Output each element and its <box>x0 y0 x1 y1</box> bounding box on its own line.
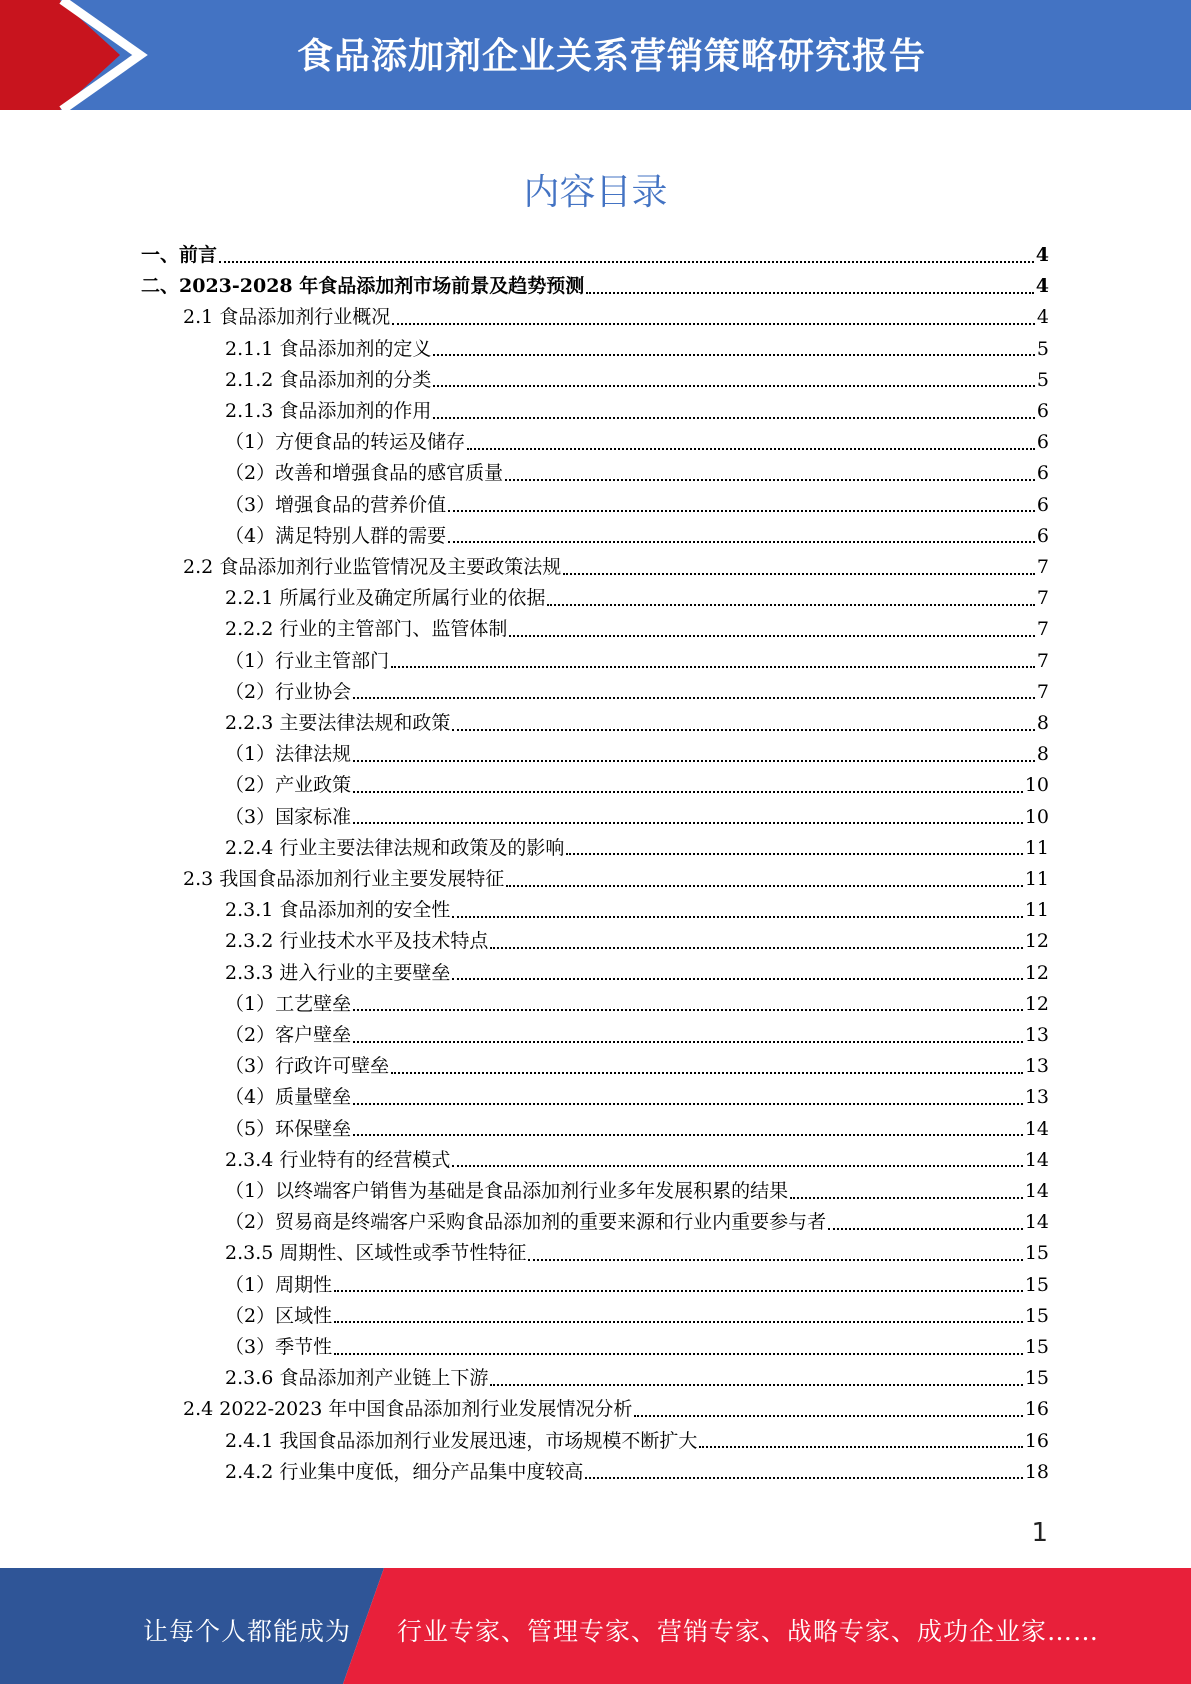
toc-leader-dots <box>219 261 1034 263</box>
toc-leader-dots <box>505 479 1035 481</box>
toc-entry-title: （2）行业协会 <box>225 680 352 703</box>
toc-entry[interactable] <box>141 271 1049 302</box>
toc-entry-title: 2.2 食品添加剂行业监管情况及主要政策法规 <box>183 556 562 578</box>
toc-leader-dots <box>828 1228 1023 1230</box>
toc-entry-page: 11 <box>1024 836 1049 859</box>
footer-slogan-left: 让每个人都能成为 <box>143 1617 352 1646</box>
toc-leader-dots <box>634 1415 1022 1417</box>
toc-entry[interactable] <box>225 958 1049 989</box>
toc-entry-page: 6 <box>1036 462 1049 485</box>
toc-entry-page: 13 <box>1024 1024 1049 1046</box>
toc-entry-page: 10 <box>1024 774 1049 797</box>
toc-entry-title: 2.1 食品添加剂行业概况 <box>183 306 391 329</box>
toc-entry-title: （2）区域性 <box>225 1304 333 1327</box>
toc-entry-page: 5 <box>1036 368 1049 391</box>
toc-leader-dots <box>467 448 1035 450</box>
toc-entry-page: 8 <box>1036 712 1049 734</box>
toc-entry[interactable] <box>225 583 1049 614</box>
toc-entry-title: 2.1.2 食品添加剂的分类 <box>225 368 432 391</box>
toc-leader-dots <box>353 1009 1023 1011</box>
toc-entry[interactable] <box>225 895 1049 926</box>
toc-entry-page: 7 <box>1036 618 1049 641</box>
toc-leader-dots <box>433 385 1035 387</box>
toc-entry[interactable] <box>225 770 1049 801</box>
toc-entry-page: 6 <box>1036 400 1049 422</box>
toc-leader-dots <box>490 1384 1022 1386</box>
toc-entry-title: （3）行政许可壁垒 <box>225 1055 390 1078</box>
toc-entry-page: 16 <box>1024 1429 1049 1452</box>
toc-entry[interactable] <box>225 521 1049 552</box>
toc-entry-page: 13 <box>1024 1055 1049 1078</box>
toc-entry-page: 8 <box>1036 743 1049 766</box>
toc-leader-dots <box>353 697 1035 699</box>
toc-entry-page: 6 <box>1036 493 1049 516</box>
toc-heading: 内容目录 <box>523 172 668 213</box>
toc-entry[interactable] <box>225 1020 1049 1051</box>
toc-leader-dots <box>490 947 1022 949</box>
toc-entry[interactable] <box>225 427 1049 458</box>
toc-leader-dots <box>547 604 1035 606</box>
toc-entry[interactable] <box>225 458 1049 489</box>
page-number: 1 <box>1031 1518 1048 1548</box>
toc-leader-dots <box>790 1197 1023 1199</box>
toc-entry[interactable] <box>225 1051 1049 1082</box>
toc-entry[interactable] <box>225 1426 1049 1457</box>
toc-leader-dots <box>391 666 1035 668</box>
toc-entry-page: 11 <box>1024 868 1049 890</box>
toc-entry[interactable] <box>183 552 1049 583</box>
toc-entry[interactable] <box>225 365 1049 396</box>
toc-entry-title: 2.3.2 行业技术水平及技术特点 <box>225 930 489 953</box>
toc-entry-page: 10 <box>1024 805 1049 828</box>
toc-entry-page: 12 <box>1024 992 1049 1015</box>
toc-entry[interactable] <box>225 1207 1049 1238</box>
toc-entry[interactable] <box>225 989 1049 1020</box>
toc-entry-title: 一、前言 <box>141 244 218 266</box>
toc-leader-dots <box>353 1103 1023 1105</box>
toc-leader-dots <box>353 1041 1023 1043</box>
toc-leader-dots <box>448 510 1035 512</box>
toc-entry[interactable] <box>225 1238 1049 1269</box>
toc-entry-page: 11 <box>1024 899 1049 922</box>
toc-leader-dots <box>563 573 1035 575</box>
toc-entry-title: 2.2.2 行业的主管部门、监管体制 <box>225 618 508 641</box>
toc-entry-page: 7 <box>1036 587 1049 610</box>
toc-leader-dots <box>452 916 1022 918</box>
toc-entry-page: 15 <box>1024 1242 1049 1265</box>
toc-entry[interactable] <box>183 302 1049 333</box>
toc-entry-page: 15 <box>1024 1304 1049 1327</box>
toc-entry-title: （1）行业主管部门 <box>225 649 390 672</box>
toc-entry-title: （2）改善和增强食品的感官质量 <box>225 462 504 485</box>
toc-entry-title: （4）质量壁垒 <box>225 1086 352 1109</box>
toc-entry[interactable] <box>183 864 1049 895</box>
toc-leader-dots <box>391 1072 1023 1074</box>
toc-entry-title: 2.4.2 行业集中度低，细分产品集中度较高 <box>225 1460 584 1483</box>
toc-entry[interactable] <box>225 614 1049 645</box>
toc-leader-dots <box>353 791 1023 793</box>
toc-entry[interactable] <box>225 1332 1049 1363</box>
toc-entry[interactable] <box>225 739 1049 770</box>
toc-entry[interactable] <box>225 396 1049 427</box>
toc-entry[interactable] <box>225 1176 1049 1207</box>
toc-entry-page: 16 <box>1024 1398 1049 1421</box>
toc-entry[interactable] <box>225 1270 1049 1301</box>
toc-entry-page: 7 <box>1036 680 1049 703</box>
toc-entry[interactable] <box>225 802 1049 833</box>
toc-entry-title: （1）以终端客户销售为基础是食品添加剂行业多年发展积累的结果 <box>225 1180 789 1202</box>
footer-slogan-right: 行业专家、管理专家、营销专家、战略专家、成功企业家…… <box>397 1617 1100 1646</box>
toc-entry-title: 2.3.5 周期性、区域性或季节性特征 <box>225 1242 527 1265</box>
toc-entry-page: 4 <box>1035 244 1049 266</box>
toc-entry[interactable] <box>225 1301 1049 1332</box>
report-title: 食品添加剂企业关系营销策略研究报告 <box>297 36 927 77</box>
toc-entry-title: （4）满足特别人群的需要 <box>225 524 447 547</box>
toc-leader-dots <box>452 1165 1022 1167</box>
toc-entry-page: 12 <box>1024 961 1049 984</box>
toc-entry-title: 2.3.3 进入行业的主要壁垒 <box>225 961 451 984</box>
toc-entry-title: （1）工艺壁垒 <box>225 992 352 1015</box>
toc-entry[interactable] <box>225 677 1049 708</box>
toc-entry-page: 15 <box>1024 1273 1049 1296</box>
toc-leader-dots <box>334 1353 1023 1355</box>
toc-leader-dots <box>433 354 1035 356</box>
toc-entry[interactable] <box>225 926 1049 957</box>
toc-entry-page: 4 <box>1036 306 1049 329</box>
toc-leader-dots <box>353 1134 1023 1136</box>
toc-entry-title: 2.4 2022-2023 年中国食品添加剂行业发展情况分析 <box>183 1398 633 1421</box>
page-footer <box>0 1568 1191 1684</box>
toc-entry-title: （3）季节性 <box>225 1336 333 1358</box>
toc-entry-page: 14 <box>1024 1180 1049 1202</box>
toc-leader-dots <box>353 760 1035 762</box>
toc-entry-page: 15 <box>1024 1336 1049 1358</box>
toc-entry-title: 2.3.1 食品添加剂的安全性 <box>225 899 451 922</box>
toc-entry[interactable] <box>225 1114 1049 1145</box>
toc-entry-title: 二、2023-2028 年食品添加剂市场前景及趋势预测 <box>141 275 585 298</box>
toc-leader-dots <box>452 729 1035 731</box>
toc-entry[interactable] <box>225 1082 1049 1113</box>
toc-entry-title: 2.3 我国食品添加剂行业主要发展特征 <box>183 868 505 890</box>
toc-leader-dots <box>452 978 1022 980</box>
toc-leader-dots <box>528 1259 1022 1261</box>
toc-entry[interactable] <box>225 1145 1049 1176</box>
toc-leader-dots <box>699 1446 1022 1448</box>
toc-leader-dots <box>586 292 1034 294</box>
toc-leader-dots <box>334 1321 1023 1323</box>
toc-entry-title: （1）周期性 <box>225 1273 333 1296</box>
toc-entry-page: 6 <box>1036 524 1049 547</box>
toc-leader-dots <box>433 417 1035 419</box>
toc-leader-dots <box>566 853 1022 855</box>
toc-entry-title: （3）国家标准 <box>225 805 352 828</box>
toc-entry[interactable] <box>225 1457 1049 1488</box>
toc-leader-dots <box>506 885 1023 887</box>
toc-entry-title: （2）客户壁垒 <box>225 1024 352 1046</box>
toc-entry[interactable] <box>183 1394 1049 1425</box>
toc-leader-dots <box>334 1290 1023 1292</box>
toc-entry-title: 2.2.4 行业主要法律法规和政策及的影响 <box>225 836 565 859</box>
toc-entry-page: 7 <box>1036 556 1049 578</box>
toc-leader-dots <box>353 822 1023 824</box>
toc-entry[interactable] <box>225 334 1049 365</box>
toc-entry-title: （1）法律法规 <box>225 743 352 766</box>
page-header <box>0 0 1191 110</box>
toc-entry-title: 2.3.6 食品添加剂产业链上下游 <box>225 1367 489 1390</box>
toc-entry-page: 15 <box>1024 1367 1049 1390</box>
toc-entry[interactable] <box>225 490 1049 521</box>
toc-leader-dots <box>509 635 1035 637</box>
toc-entry[interactable] <box>225 708 1049 739</box>
toc-entry-title: 2.2.3 主要法律法规和政策 <box>225 712 451 734</box>
toc-entry-page: 13 <box>1024 1086 1049 1109</box>
toc-entry[interactable] <box>141 240 1049 271</box>
toc-entry-page: 6 <box>1036 431 1049 454</box>
toc-leader-dots <box>448 541 1035 543</box>
toc-leader-dots <box>585 1477 1022 1479</box>
toc-entry[interactable] <box>225 833 1049 864</box>
toc-entry-title: （3）增强食品的营养价值 <box>225 493 447 516</box>
toc-entry-page: 14 <box>1024 1148 1049 1171</box>
toc-entry-page: 5 <box>1036 337 1049 360</box>
toc-entry-title: （2）贸易商是终端客户采购食品添加剂的重要来源和行业内重要参与者 <box>225 1211 827 1234</box>
toc-entry-title: 2.2.1 所属行业及确定所属行业的依据 <box>225 587 546 610</box>
toc-entry-page: 4 <box>1035 275 1049 298</box>
toc-entry-page: 14 <box>1024 1117 1049 1140</box>
toc-leader-dots <box>392 323 1035 325</box>
toc-entry-title: 2.1.3 食品添加剂的作用 <box>225 400 432 422</box>
toc-entry-page: 7 <box>1036 649 1049 672</box>
toc-entry-page: 18 <box>1024 1460 1049 1483</box>
toc-entry-title: （2）产业政策 <box>225 774 352 797</box>
toc-entry-page: 12 <box>1024 930 1049 953</box>
toc-entry-title: （1）方便食品的转运及储存 <box>225 431 466 454</box>
toc-entry[interactable] <box>225 1363 1049 1394</box>
toc-entry[interactable] <box>225 646 1049 677</box>
toc-entry-title: 2.3.4 行业特有的经营模式 <box>225 1148 451 1171</box>
toc-entry-page: 14 <box>1024 1211 1049 1234</box>
toc-entry-title: （5）环保壁垒 <box>225 1117 352 1140</box>
toc-entry-title: 2.4.1 我国食品添加剂行业发展迅速，市场规模不断扩大 <box>225 1429 698 1452</box>
toc-entry-title: 2.1.1 食品添加剂的定义 <box>225 337 432 360</box>
